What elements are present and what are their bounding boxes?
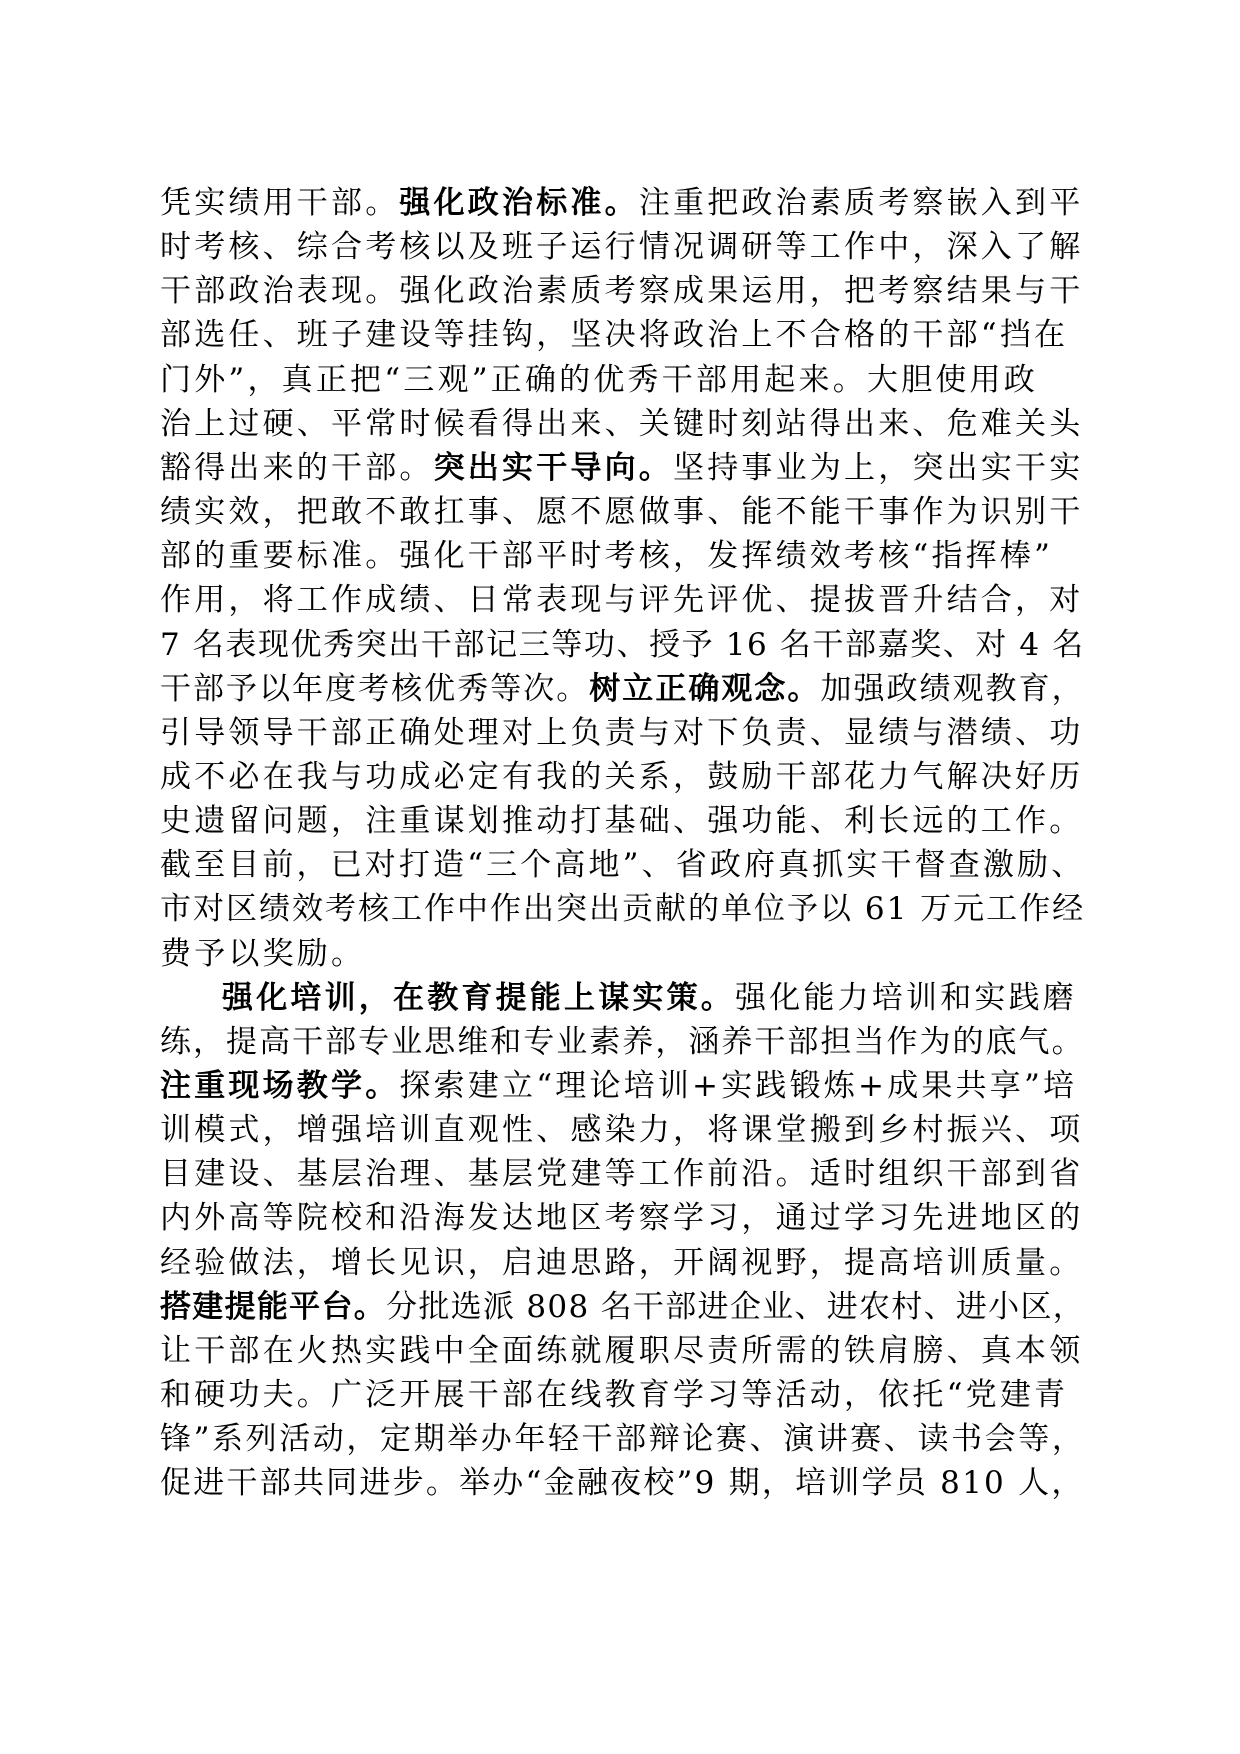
body-text: 费予以奖励。 — [160, 935, 366, 972]
bold-heading-text: 搭建提能平台。 — [160, 1288, 387, 1325]
text-line — [160, 181, 1083, 225]
body-text: 内外高等院校和沿海发达地区考察学习，通过学习先进地区的 — [160, 1200, 1084, 1237]
text-line — [160, 711, 1083, 755]
body-text: 加强政绩观教育， — [820, 670, 1085, 707]
body-text: 强化能力培训和实践磨 — [735, 979, 1077, 1016]
body-text: 促进干部共同进步。举办“金融夜校”9 期，培训学员 810 人， — [160, 1465, 1085, 1502]
body-text: 目建设、基层治理、基层党建等工作前沿。适时组织干部到省 — [160, 1156, 1084, 1193]
text-line — [160, 1152, 1083, 1196]
body-text: 探索建立“理论培训+实践锻炼+成果共享”培 — [399, 1068, 1078, 1104]
text-line — [160, 932, 365, 976]
text-line — [160, 887, 1085, 931]
body-text: 经验做法，增长见识，启迪思路，开阔视野，提高培训质量。 — [160, 1244, 1084, 1281]
body-text: 作用，将工作成绩、日常表现与评先评优、提拔晋升结合，对 — [160, 582, 1084, 619]
text-line — [160, 402, 1083, 446]
text-line — [160, 225, 1083, 269]
body-text: 部的重要标准。强化干部平时考核，发挥绩效考核“指挥棒” — [160, 538, 1054, 575]
body-text: 绩实效，把敢不敢扛事、愿不愿做事、能不能干事作为识别干 — [160, 494, 1084, 531]
text-line — [160, 1108, 1083, 1152]
body-text: 分批选派 808 名干部进企业、进农村、进小区， — [386, 1288, 1086, 1325]
text-line — [160, 1329, 1083, 1373]
text-line — [160, 799, 1083, 843]
body-text: 训模式，增强培训直观性、感染力，将课堂搬到乡村振兴、项 — [160, 1112, 1084, 1149]
body-text: 凭实绩用干部。 — [160, 185, 400, 221]
text-line — [160, 1196, 1083, 1240]
body-text: 门外”，真正把“三观”正确的优秀干部用起来。大胆使用政 — [160, 361, 1038, 398]
body-text: 练，提高干部专业思维和专业素养，涵养干部担当作为的底气。 — [160, 1023, 1085, 1060]
bold-heading-text: 突出实干导向。 — [433, 449, 674, 486]
body-text: 锋”系列活动，定期举办年轻干部辩论赛、演讲赛、读书会等， — [160, 1421, 1086, 1458]
body-text: 市对区绩效考核工作中作出突出贡献的单位予以 61 万元工作经 — [160, 891, 1086, 928]
text-line — [160, 843, 1085, 887]
body-text: 豁得出来的干部。 — [160, 449, 434, 486]
body-text: 让干部在火热实践中全面练就履职尽责所需的铁肩膀、真本领 — [160, 1332, 1084, 1369]
text-line — [160, 1285, 1085, 1329]
text-line — [160, 1373, 1068, 1417]
body-text: 史遗留问题，注重谋划推动打基础、强功能、利长远的工作。 — [160, 803, 1084, 840]
body-text: 和硬功夫。广泛开展干部在线教育学习等活动，依托“党建青 — [160, 1377, 1069, 1414]
text-line — [160, 269, 1083, 313]
text-line — [160, 623, 1085, 667]
text-line — [222, 976, 1077, 1020]
text-line — [160, 490, 1083, 534]
body-text: 成不必在我与功成必定有我的关系，鼓励干部花力气解决好历 — [160, 758, 1084, 795]
text-line — [160, 313, 1068, 357]
body-text: 干部政治表现。强化政治素质考察成果运用，把考察结果与干 — [160, 273, 1084, 310]
text-line — [160, 1020, 1085, 1064]
text-line — [160, 578, 1083, 622]
text-line — [160, 534, 1053, 578]
body-text: 部选任、班子建设等挂钩，坚决将政治上不合格的干部“挡在 — [160, 317, 1069, 354]
body-text: 治上过硬、平常时候看得出来、关键时刻站得出来、危难关头 — [160, 405, 1084, 442]
bold-heading-text: 强化培训，在教育提能上谋实策。 — [222, 979, 735, 1016]
text-line — [160, 1064, 1077, 1108]
text-line — [160, 1417, 1085, 1461]
body-text: 引导领导干部正确处理对上负责与对下负责、显绩与潜绩、功 — [160, 714, 1084, 751]
body-text: 干部予以年度考核优秀等次。 — [160, 670, 590, 707]
text-line — [160, 1461, 1085, 1505]
bold-heading-text: 注重现场教学。 — [160, 1068, 400, 1104]
body-text: 7 名表现优秀突出干部记三等功、授予 16 名干部嘉奖、对 4 名 — [160, 626, 1085, 663]
text-line — [160, 667, 1085, 711]
text-line — [160, 755, 1083, 799]
text-line — [160, 446, 1083, 490]
bold-heading-text: 强化政治标准。 — [399, 185, 639, 221]
body-text: 坚持事业为上，突出实干实 — [673, 449, 1084, 486]
bold-heading-text: 树立正确观念。 — [589, 670, 821, 707]
body-text: 时考核、综合考核以及班子运行情况调研等工作中，深入了解 — [160, 229, 1084, 266]
text-line — [160, 358, 1038, 402]
body-text: 注重把政治素质考察嵌入到平 — [638, 185, 1084, 221]
text-line — [160, 1241, 1083, 1285]
body-text: 截至目前，已对打造“三个高地”、省政府真抓实干督查激励、 — [160, 847, 1086, 884]
